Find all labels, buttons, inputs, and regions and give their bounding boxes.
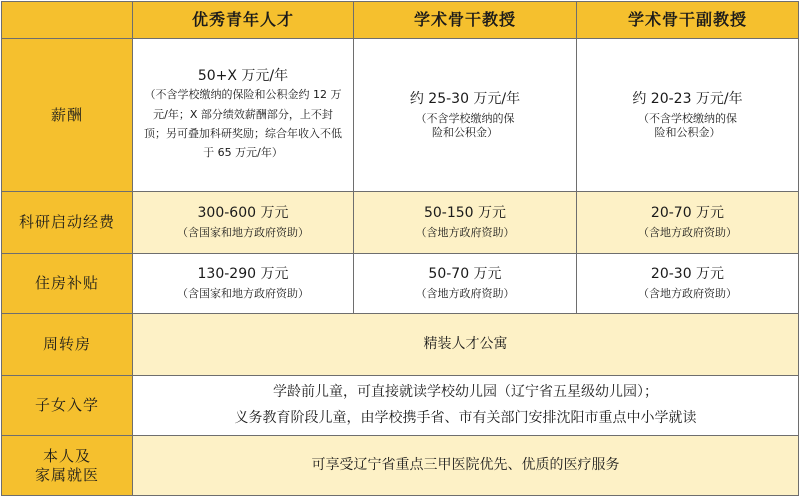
housing-professor-value: 50-70 万元 [428, 265, 502, 282]
housing-associate-note: （含地方政府资助） [638, 287, 737, 301]
talent-benefits-table [1, 1, 799, 496]
startup-associate-cell [577, 192, 799, 254]
header-academic-associate-professor: 学术骨干副教授 [577, 2, 799, 39]
apartment-value-cell [133, 314, 799, 376]
children-education-line-2: 义务教育阶段儿童，由学校携手省、市有关部门安排沈阳市重点中小学就读 [234, 409, 697, 426]
salary-associate-note: （不含学校缴纳的保险和公积金） [638, 112, 737, 139]
startup-professor-value: 50-150 万元 [423, 204, 507, 221]
startup-associate-value: 20-70 万元 [650, 204, 725, 221]
housing-subsidy-label: 住房补贴 [2, 254, 133, 314]
housing-professor-note: （含地方政府资助） [415, 287, 515, 301]
header-row [2, 2, 799, 39]
children-education-line-1: 学龄前儿童，可直接就读学校幼儿园（辽宁省五星级幼儿园）； [273, 384, 658, 401]
medical-label-line-1: 本人及 [42, 446, 91, 465]
housing-associate-value: 20-30 万元 [650, 265, 725, 282]
salary-associate-value: 约 20-23 万元/年 [632, 90, 743, 107]
startup-professor-note: （含地方政府资助） [415, 226, 515, 240]
startup-professor-cell [354, 192, 577, 254]
startup-fund-label: 科研启动经费 [2, 192, 133, 254]
apartment-label: 周转房 [2, 314, 133, 376]
medical-label-cell [2, 436, 133, 496]
header-outstanding-young: 优秀青年人才 [133, 2, 354, 39]
housing-subsidy-row [2, 254, 799, 314]
salary-label: 薪酬 [2, 39, 133, 192]
startup-fund-row [2, 192, 799, 254]
salary-outstanding-young-note: （不含学校缴纳的保险和公积金约 12 万元/年；X 部分绩效薪酬部分，上不封顶；另可叠加科研奖励；综合年收入不低于 65 万元/年） [144, 88, 342, 159]
children-education-cell [133, 376, 799, 436]
header-academic-professor: 学术骨干教授 [354, 2, 577, 39]
startup-associate-note: （含地方政府资助） [638, 226, 737, 240]
startup-outstanding-young-value: 300-600 万元 [197, 204, 289, 221]
medical-row [2, 436, 799, 496]
housing-professor-cell [354, 254, 577, 314]
housing-outstanding-young-cell [133, 254, 354, 314]
salary-associate-cell [577, 39, 799, 192]
salary-professor-cell [354, 39, 577, 192]
header-corner [2, 2, 133, 39]
medical-value: 可享受辽宁省重点三甲医院优先、优质的医疗服务 [311, 456, 620, 473]
apartment-value: 精装人才公寓 [423, 335, 508, 352]
children-education-row [2, 376, 799, 436]
startup-outstanding-young-note: （含国家和地方政府资助） [177, 226, 309, 240]
salary-professor-note: （不含学校缴纳的保险和公积金） [415, 112, 515, 139]
medical-label-line-2: 家属就医 [34, 465, 99, 484]
salary-row [2, 39, 799, 192]
children-education-label: 子女入学 [2, 376, 133, 436]
housing-outstanding-young-value: 130-290 万元 [197, 265, 289, 282]
housing-associate-cell [577, 254, 799, 314]
apartment-row [2, 314, 799, 376]
medical-value-cell [133, 436, 799, 496]
salary-professor-value: 约 25-30 万元/年 [409, 90, 521, 107]
salary-outstanding-young-value: 50+X 万元/年 [197, 67, 289, 84]
salary-outstanding-young-cell [133, 39, 354, 192]
housing-outstanding-young-note: （含国家和地方政府资助） [177, 287, 309, 301]
startup-outstanding-young-cell [133, 192, 354, 254]
